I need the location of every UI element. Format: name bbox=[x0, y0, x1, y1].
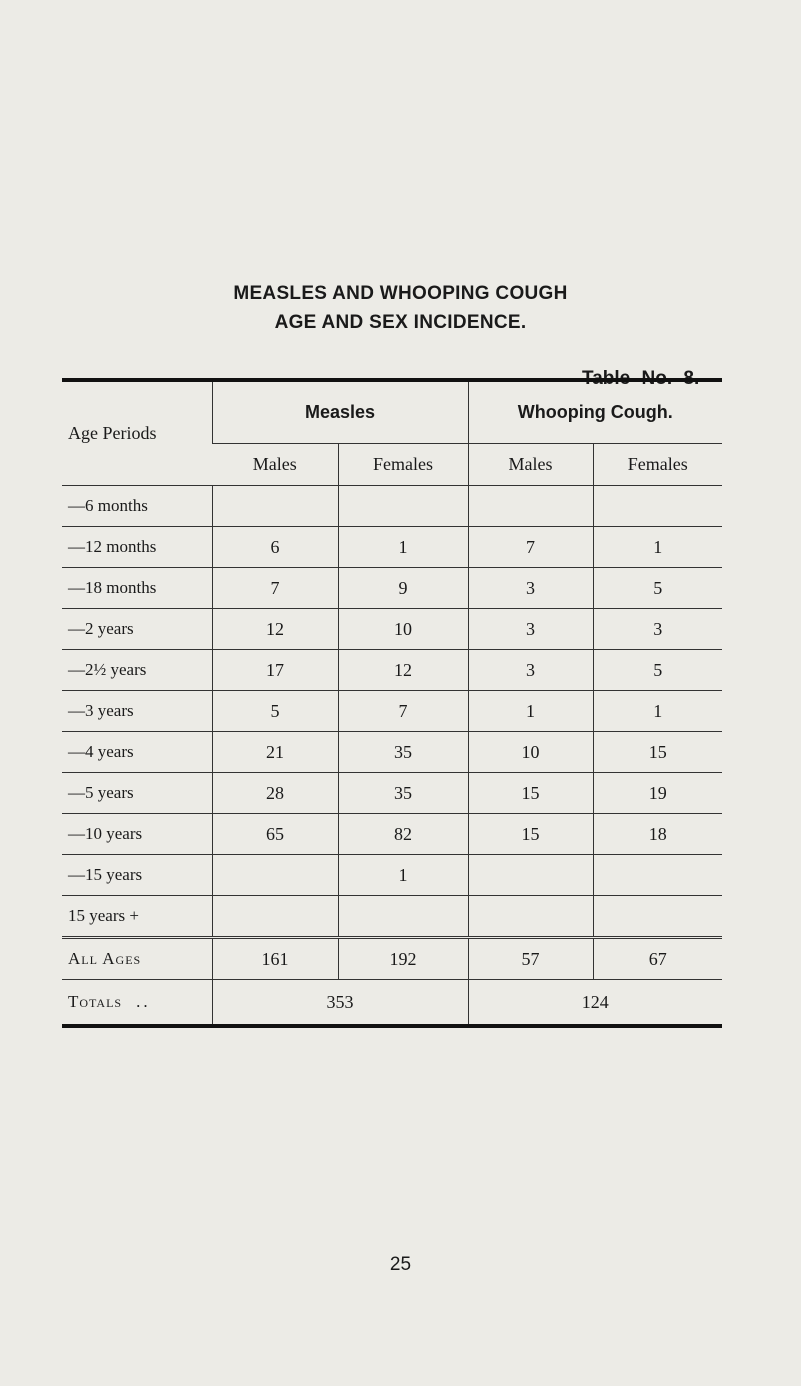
whooping-males-header: Males bbox=[468, 444, 593, 486]
whooping-females-cell: 18 bbox=[593, 814, 722, 855]
whooping-males-cell bbox=[468, 855, 593, 896]
totals-dots: .. bbox=[136, 992, 151, 1011]
age-cell: 15 years + bbox=[62, 896, 212, 938]
measles-females-cell: 35 bbox=[338, 732, 468, 773]
all-ages-measles-females: 192 bbox=[338, 938, 468, 980]
table-number: Table No. 8. bbox=[582, 368, 700, 389]
table-row bbox=[62, 814, 722, 855]
measles-females-cell: 12 bbox=[338, 650, 468, 691]
measles-females-cell: 1 bbox=[338, 855, 468, 896]
totals-row bbox=[62, 980, 722, 1027]
measles-females-cell: 35 bbox=[338, 773, 468, 814]
all-ages-measles-males: 161 bbox=[212, 938, 338, 980]
table-row bbox=[62, 732, 722, 773]
all-ages-whooping-males: 57 bbox=[468, 938, 593, 980]
age-periods-header: Age Periods bbox=[62, 380, 212, 486]
measles-males-cell: 21 bbox=[212, 732, 338, 773]
table-row bbox=[62, 650, 722, 691]
page-number: 25 bbox=[389, 1254, 412, 1275]
measles-males-cell bbox=[212, 855, 338, 896]
whooping-males-cell: 10 bbox=[468, 732, 593, 773]
whooping-females-cell: 1 bbox=[593, 527, 722, 568]
whooping-females-cell bbox=[593, 896, 722, 938]
measles-males-cell: 17 bbox=[212, 650, 338, 691]
all-ages-whooping-females: 67 bbox=[593, 938, 722, 980]
measles-header: Measles bbox=[212, 380, 468, 444]
all-ages-label: All Ages bbox=[62, 938, 212, 980]
whooping-males-cell: 15 bbox=[468, 773, 593, 814]
table-row bbox=[62, 527, 722, 568]
table-row bbox=[62, 773, 722, 814]
age-cell: —3 years bbox=[62, 691, 212, 732]
totals-measles: 353 bbox=[212, 980, 468, 1027]
title-line-2: AGE AND SEX INCIDENCE. bbox=[274, 312, 527, 333]
whooping-males-cell: 15 bbox=[468, 814, 593, 855]
age-cell: —6 months bbox=[62, 486, 212, 527]
age-cell: —10 years bbox=[62, 814, 212, 855]
title-line-1: MEASLES AND WHOOPING COUGH bbox=[233, 283, 568, 304]
totals-whooping-cough: 124 bbox=[468, 980, 722, 1027]
table-row bbox=[62, 855, 722, 896]
measles-males-cell: 7 bbox=[212, 568, 338, 609]
age-cell: —2 years bbox=[62, 609, 212, 650]
age-cell: —2½ years bbox=[62, 650, 212, 691]
measles-males-cell bbox=[212, 896, 338, 938]
measles-females-cell: 82 bbox=[338, 814, 468, 855]
whooping-males-cell: 1 bbox=[468, 691, 593, 732]
measles-males-cell: 12 bbox=[212, 609, 338, 650]
table-row bbox=[62, 568, 722, 609]
incidence-table bbox=[62, 378, 722, 1028]
table-row bbox=[62, 896, 722, 938]
age-cell: —5 years bbox=[62, 773, 212, 814]
age-cell: —18 months bbox=[62, 568, 212, 609]
whooping-males-cell: 7 bbox=[468, 527, 593, 568]
whooping-males-cell: 3 bbox=[468, 609, 593, 650]
whooping-males-cell bbox=[468, 486, 593, 527]
measles-females-cell: 10 bbox=[338, 609, 468, 650]
whooping-cough-header: Whooping Cough. bbox=[468, 380, 722, 444]
age-cell: —15 years bbox=[62, 855, 212, 896]
whooping-females-cell: 5 bbox=[593, 650, 722, 691]
measles-males-cell bbox=[212, 486, 338, 527]
measles-males-cell: 5 bbox=[212, 691, 338, 732]
measles-males-cell: 6 bbox=[212, 527, 338, 568]
age-cell: —4 years bbox=[62, 732, 212, 773]
measles-females-cell: 9 bbox=[338, 568, 468, 609]
measles-males-header: Males bbox=[212, 444, 338, 486]
table-row bbox=[62, 486, 722, 527]
totals-label-cell bbox=[62, 980, 212, 1027]
all-ages-row bbox=[62, 938, 722, 980]
table-row bbox=[62, 691, 722, 732]
whooping-females-cell: 1 bbox=[593, 691, 722, 732]
measles-females-cell bbox=[338, 486, 468, 527]
measles-females-cell: 1 bbox=[338, 527, 468, 568]
whooping-females-cell: 15 bbox=[593, 732, 722, 773]
whooping-males-cell: 3 bbox=[468, 568, 593, 609]
whooping-females-cell: 5 bbox=[593, 568, 722, 609]
measles-females-header: Females bbox=[338, 444, 468, 486]
measles-males-cell: 28 bbox=[212, 773, 338, 814]
whooping-females-cell: 3 bbox=[593, 609, 722, 650]
whooping-females-cell bbox=[593, 855, 722, 896]
whooping-males-cell bbox=[468, 896, 593, 938]
measles-females-cell: 7 bbox=[338, 691, 468, 732]
whooping-females-cell bbox=[593, 486, 722, 527]
whooping-females-header: Females bbox=[593, 444, 722, 486]
totals-label: Totals bbox=[68, 992, 123, 1011]
whooping-females-cell: 19 bbox=[593, 773, 722, 814]
age-cell: —12 months bbox=[62, 527, 212, 568]
whooping-males-cell: 3 bbox=[468, 650, 593, 691]
measles-females-cell bbox=[338, 896, 468, 938]
table-row bbox=[62, 609, 722, 650]
measles-males-cell: 65 bbox=[212, 814, 338, 855]
